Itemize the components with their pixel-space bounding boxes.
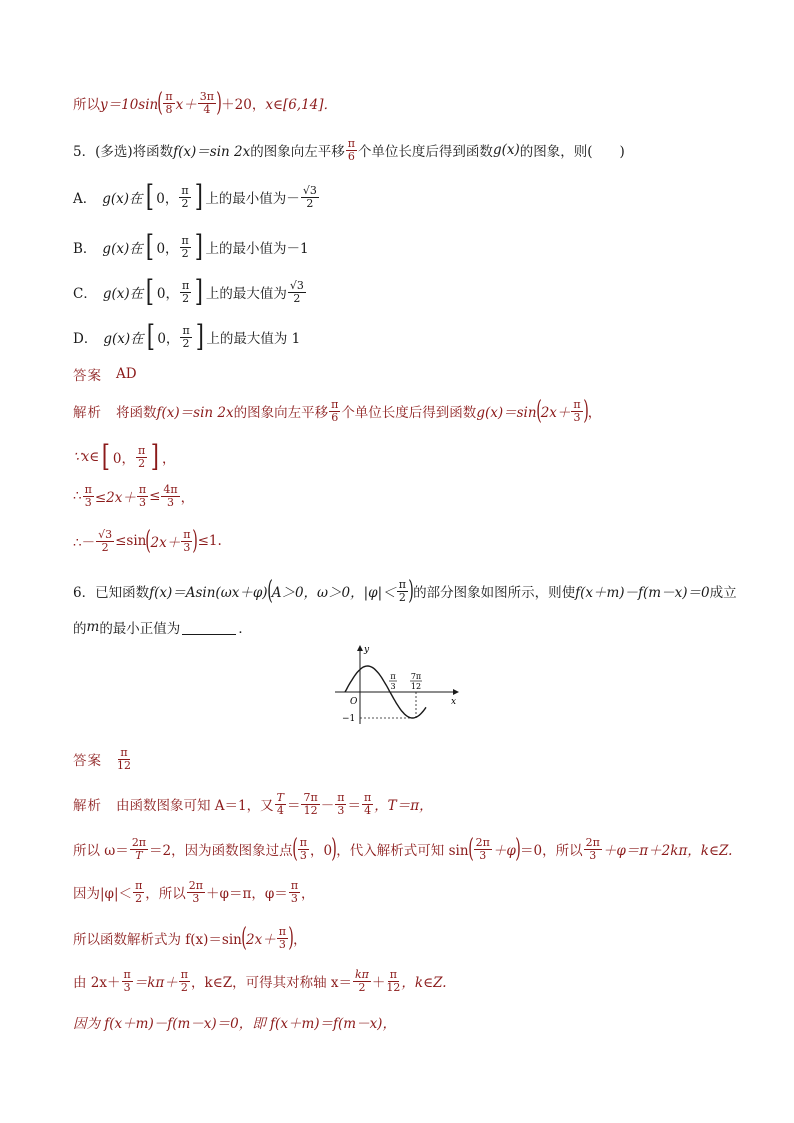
text: ≤ <box>149 488 161 505</box>
answer-value: AD <box>116 366 137 382</box>
text: 因为|φ|＜ <box>73 886 133 903</box>
tick-pi3-den: 3 <box>390 682 396 691</box>
option-d <box>73 319 734 354</box>
fraction: $\frac{2\pi}{3}$ <box>475 835 490 862</box>
fraction: $\frac{\pi}{2}$ <box>182 323 190 350</box>
fraction: $\frac{√3}{2}$ <box>289 278 304 305</box>
fraction: $\frac{\pi}{2}$ <box>135 879 143 905</box>
bracket: [ <box>145 274 155 309</box>
paren: ( <box>266 576 273 606</box>
math: g(x)在 <box>103 331 144 347</box>
q5-analysis-1 <box>73 398 734 424</box>
math: g(x)＝sin <box>476 405 537 421</box>
origin-label: O <box>350 697 358 707</box>
fraction: $\frac{\pi}{3}$ <box>573 397 581 424</box>
math: f(x)＝Asin(ωx＋φ) <box>149 585 268 601</box>
fraction: $\frac{\pi}{3}$ <box>299 835 308 862</box>
fraction: $\frac{\pi}{3}$ <box>138 483 147 509</box>
text: 的图象向左平移 <box>233 405 329 421</box>
bracket: ] <box>194 179 203 214</box>
option-c <box>73 274 734 309</box>
fraction: $\frac{\pi}{3}$ <box>278 924 286 951</box>
text: 所以函数解析式为 f(x)＝sin <box>73 932 242 948</box>
q6-analysis-3 <box>73 880 734 904</box>
text: ＝2，因为函数图象过点 <box>149 843 293 859</box>
text: ， <box>180 490 195 507</box>
math: g(x)在 <box>102 191 143 207</box>
text: ，代入解析式可知 sin <box>336 843 469 859</box>
text: 0， <box>156 241 179 257</box>
math: ≤2x＋ <box>94 490 136 507</box>
fraction: $\frac{2\pi}{3}$ <box>188 879 204 905</box>
math: g(x)在 <box>102 286 144 302</box>
text: 上的最大值为 1 <box>206 331 301 347</box>
paren: ( <box>535 396 542 426</box>
q6-stem-1 <box>73 576 737 606</box>
fraction: $\frac{\pi}{4}$ <box>363 791 372 817</box>
q6-stem-2 <box>73 617 734 637</box>
text: 的图象，则( ) <box>519 144 625 161</box>
text: 0， <box>112 451 136 467</box>
answer-fraction: $\frac{\pi}{12}$ <box>117 746 131 772</box>
fraction: $\frac{2\pi}{T}$ <box>131 835 147 862</box>
math: 2x＋ <box>246 932 276 948</box>
q6-answer <box>73 747 734 771</box>
paren: ) <box>192 526 199 556</box>
paren: ( <box>145 526 152 556</box>
option-key: A． <box>73 191 97 207</box>
paren: ) <box>288 923 294 953</box>
text: ∴ <box>73 488 82 505</box>
text: 所以 ω＝ <box>73 843 129 859</box>
paren: ( <box>241 923 247 953</box>
text: 的最小正值为 <box>99 621 181 637</box>
fraction: $\frac{\pi}{3}$ <box>123 968 131 994</box>
bracket: [ <box>101 439 111 474</box>
text: ，k∈Z，可得其对称轴 x＝ <box>191 975 352 992</box>
q6-analysis-5 <box>73 969 734 993</box>
paren: ) <box>408 576 414 606</box>
fraction: $\frac{3\pi}{4}$ <box>199 89 214 116</box>
text: ≤1. <box>197 533 222 549</box>
paren: ) <box>216 88 222 118</box>
text: ≤sin <box>115 533 147 549</box>
text: ， <box>293 932 307 948</box>
paren: ( <box>467 834 474 864</box>
q6-analysis-2 <box>73 836 734 862</box>
math: ＝kπ＋ <box>133 975 178 992</box>
text: 由函数图象可知 A＝1，又 <box>116 798 274 815</box>
text: ＝0，所以 <box>520 843 583 859</box>
bracket: [ <box>145 179 154 214</box>
text: ， <box>301 886 315 903</box>
bracket: ] <box>151 439 160 474</box>
text: ，0 <box>310 843 333 859</box>
math: y＝10sin <box>100 97 159 113</box>
answer-blank <box>182 620 236 635</box>
bracket: ] <box>194 274 204 309</box>
text: 6．已知函数 <box>73 585 150 601</box>
paren: ) <box>515 834 521 864</box>
math: g(x) <box>492 142 520 159</box>
q4-result-line <box>73 90 734 116</box>
fraction: $\frac{\pi}{8}$ <box>165 89 173 116</box>
fraction: $\frac{\pi}{2}$ <box>398 577 406 604</box>
text: 0， <box>156 286 179 302</box>
text: 上的最小值为－1 <box>205 241 309 257</box>
math: x＋ <box>175 97 197 113</box>
text: ＋20， <box>221 97 266 113</box>
q6-analysis-6 <box>73 1012 734 1032</box>
tick-7pi12-num: 7π <box>410 672 422 681</box>
text: 所以 <box>73 97 100 113</box>
fraction: $\frac{\pi}{2}$ <box>181 183 189 210</box>
text: ∴－ <box>73 535 96 551</box>
text: － <box>320 798 335 815</box>
text: 成立 <box>709 585 737 601</box>
fraction: $\frac{4\pi}{3}$ <box>163 483 178 509</box>
fraction: $\frac{\pi}{3}$ <box>337 791 345 817</box>
math: f(x)＝sin 2x <box>173 144 251 161</box>
bracket: ] <box>195 319 204 354</box>
analysis-label: 解析 <box>73 405 102 421</box>
bracket: [ <box>145 229 154 264</box>
paren: ) <box>331 834 337 864</box>
fraction: $\frac{2\pi}{3}$ <box>585 835 600 862</box>
text: 的 <box>73 621 87 637</box>
fraction: $\frac{T}{4}$ <box>276 791 284 817</box>
paren: ) <box>582 396 589 426</box>
fraction: $\frac{\pi}{2}$ <box>181 233 189 260</box>
fraction: $\frac{7\pi}{12}$ <box>303 791 318 817</box>
option-key: B． <box>73 241 97 257</box>
math: x∈[6,14]． <box>265 97 338 113</box>
text: ， <box>161 451 176 467</box>
q5-analysis-3 <box>73 484 734 508</box>
option-b <box>73 229 734 264</box>
q5-analysis-2 <box>73 439 734 474</box>
paren: ( <box>157 88 164 118</box>
neg1-label: −1 <box>342 714 356 724</box>
math: ∵x∈ <box>73 449 100 465</box>
x-label: x <box>451 697 457 707</box>
fraction: $\frac{\pi}{6}$ <box>331 397 339 424</box>
text: 的图象向左平移 <box>250 144 345 161</box>
option-key: C． <box>73 286 97 302</box>
bracket: [ <box>146 319 155 354</box>
bracket: ] <box>194 229 203 264</box>
fraction: $\frac{\pi}{3}$ <box>84 483 92 509</box>
q5-stem <box>73 138 734 162</box>
fraction: $\frac{\pi}{3}$ <box>183 527 191 554</box>
fraction: $\frac{k\pi}{2}$ <box>355 968 369 994</box>
text: 由 2x＋ <box>73 975 121 992</box>
answer-label: 答案 <box>73 753 102 770</box>
fraction: $\frac{\pi}{2}$ <box>180 968 189 994</box>
math: ，k∈Z. <box>401 975 447 992</box>
math: 因为 f(x＋m)－f(m－x)＝0，即 f(x＋m)＝f(m－x)， <box>73 1016 396 1032</box>
text: 上的最小值为－ <box>205 191 300 207</box>
text: 5．(多选)将函数 <box>73 144 174 161</box>
text: ＝ <box>347 798 361 815</box>
tick-7pi12-den: 12 <box>410 682 422 691</box>
text: ＋φ＝π，φ＝ <box>206 886 288 903</box>
math: ＋φ <box>492 843 516 859</box>
math: m <box>86 619 100 635</box>
text: ， <box>587 405 602 421</box>
fraction: $\frac{\pi}{12}$ <box>386 968 401 994</box>
option-key: D． <box>73 331 98 347</box>
text: 的部分图象如图所示，则使 <box>413 585 576 601</box>
q6-analysis-1 <box>73 792 734 816</box>
math: ，T＝π， <box>374 798 433 815</box>
answer-label: 答案 <box>73 368 102 384</box>
math: ＋φ＝π＋2kπ，k∈Z. <box>602 843 733 859</box>
math: A＞0，ω＞0，|φ|＜ <box>271 585 396 601</box>
math: g(x)在 <box>102 241 143 257</box>
math: 2x＋ <box>540 405 571 421</box>
q6-analysis-4 <box>73 925 734 951</box>
text: ． <box>238 621 252 637</box>
text: 0， <box>157 331 180 347</box>
text: ＋ <box>371 975 386 992</box>
math: f(x＋m)－f(m－x)＝0 <box>575 585 710 601</box>
math: f(x)＝sin 2x <box>156 405 234 421</box>
option-a <box>73 179 734 214</box>
text: 个单位长度后得到函数 <box>357 144 493 161</box>
fraction: $\frac{\pi}{2}$ <box>138 443 146 470</box>
tick-pi3-num: π <box>390 672 396 681</box>
fraction: $\frac{√3}{2}$ <box>302 183 317 210</box>
text: ，所以 <box>145 886 186 903</box>
analysis-label: 解析 <box>73 798 102 815</box>
sine-graph <box>330 642 465 727</box>
text: 上的最大值为 <box>205 286 287 302</box>
fraction: $\frac{\pi}{6}$ <box>347 137 355 163</box>
text: ＝ <box>286 798 301 815</box>
text: 个单位长度后得到函数 <box>341 405 477 421</box>
q5-answer <box>73 364 734 384</box>
fraction: $\frac{√3}{2}$ <box>98 527 113 554</box>
fraction: $\frac{\pi}{2}$ <box>181 278 190 305</box>
q5-analysis-4 <box>73 528 734 554</box>
fraction: $\frac{\pi}{3}$ <box>290 879 299 905</box>
text: 将函数 <box>116 405 157 421</box>
y-label: y <box>364 645 370 655</box>
text: 0， <box>156 191 179 207</box>
math: 2x＋ <box>150 535 181 551</box>
paren: ( <box>291 834 298 864</box>
